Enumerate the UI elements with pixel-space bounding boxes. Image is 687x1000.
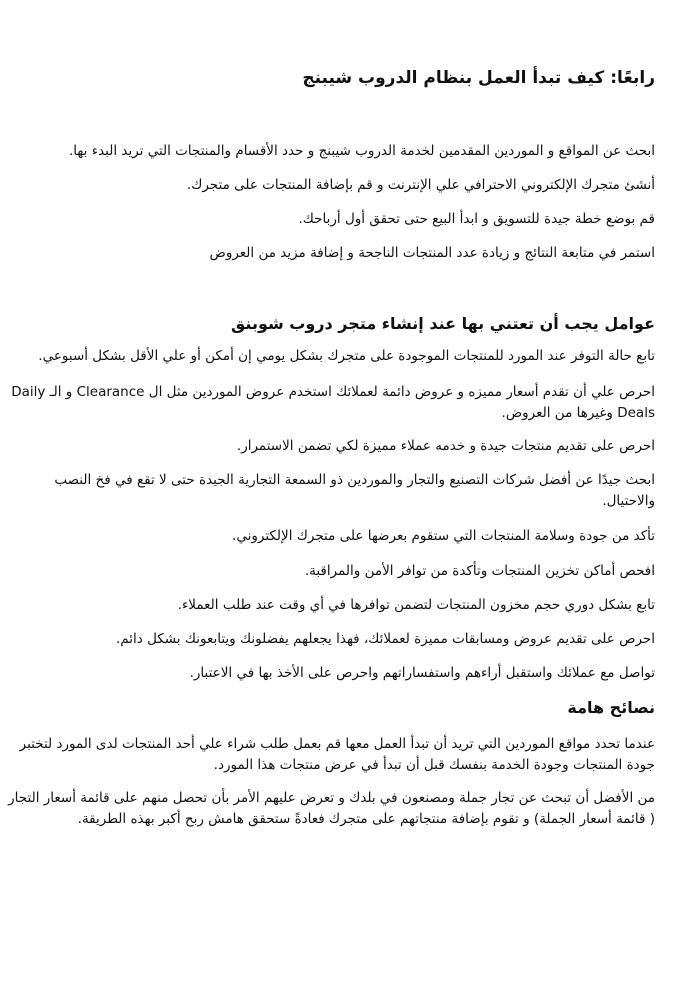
steps-item-2: أنشئ متجرك الإلكتروني الاحترافي علي الإنترنت و قم بإضافة المنتجات على متجرك. bbox=[186, 177, 655, 193]
steps-item-1: ابحث عن المواقع و الموردين المقدمين لخدمة الدروب شيبنج و حدد الأقسام والمنتجات التي تريد البدء بها. bbox=[69, 143, 655, 159]
factors-item-2: احرص علي أن تقدم أسعار مميزه و عروض دائمة لعملائك استخدم عروض الموردين مثل ال Clearance و الـ Daily Deals وغيرها من العروض. bbox=[11, 384, 655, 421]
steps-item-4: استمر في متابعة النتائج و زيادة عدد المنتجات الناجحة و إضافة مزيد من العروض bbox=[209, 245, 655, 261]
factors-item-1: تابع حالة التوفر عند المورد للمنتجات الموجودة على متجرك بشكل يومي إن أمكن أو علي الأقل بشكل أسبوعي. bbox=[38, 348, 655, 364]
factors-item-9: تواصل مع عملائك واستقبل أراءهم واستفساراتهم واحرص على الأخذ بها في الاعتبار. bbox=[189, 665, 655, 681]
factors-heading: عوامل يجب أن تعتني بها عند إنشاء متجر دروب شوبنق bbox=[230, 314, 655, 333]
tips-item-1: عندما تحدد مواقع الموردين التي تريد أن تبدأ العمل معها قم بعمل طلب شراء علي أحد المنتجات لدى المورد لتختبر جودة المنتجات وجودة الخدمة بنفسك قبل أن تبدأ في عرض منتجات هذا المورد. bbox=[19, 736, 655, 773]
factors-item-8: احرص على تقديم عروض ومسابقات مميزة لعملائك، فهذا يجعلهم يفضلونك ويتابعونك بشكل دائم. bbox=[116, 631, 655, 647]
factors-item-3: احرص على تقديم منتجات جيدة و خدمه عملاء مميزة لكي تضمن الاستمرار. bbox=[236, 438, 655, 454]
factors-item-5: تأكد من جودة وسلامة المنتجات التي ستقوم بعرضها على متجرك الإلكتروني. bbox=[232, 528, 655, 544]
factors-item-7: تابع بشكل دوري حجم مخزون المنتجات لتضمن توافرها في أي وقت عند طلب العملاء. bbox=[177, 597, 655, 613]
factors-item-4: ابحث جيدًا عن أفضل شركات التصنيع والتجار والموردين ذو السمعة التجارية الجيدة حتى لا تقع في فخ النصب والاحتيال. bbox=[54, 472, 655, 509]
tips-item-2: من الأفضل أن تبحث عن تجار جملة ومصنعون في بلدك و تعرض عليهم الأمر بأن تحصل منهم على قائمة أسعار التجار ( قائمة أسعار الجملة) و تقوم بإضافة منتجاتهم على متجرك فعادةً ستحقق هامش ربح أكبر بهذه الطريقة. bbox=[8, 790, 655, 827]
steps-heading: رابعًا: كيف تبدأ العمل بنظام الدروب شيبنج bbox=[302, 68, 655, 88]
tips-heading: نصائح هامة bbox=[567, 698, 655, 717]
factors-item-6: افحص أماكن تخزين المنتجات وتأكدة من توافر الأمن والمراقبة. bbox=[304, 563, 655, 579]
steps-item-3: قم بوضع خطة جيدة للتسويق و ابدأ البيع حتى تحقق أول أرباحك. bbox=[298, 211, 655, 227]
